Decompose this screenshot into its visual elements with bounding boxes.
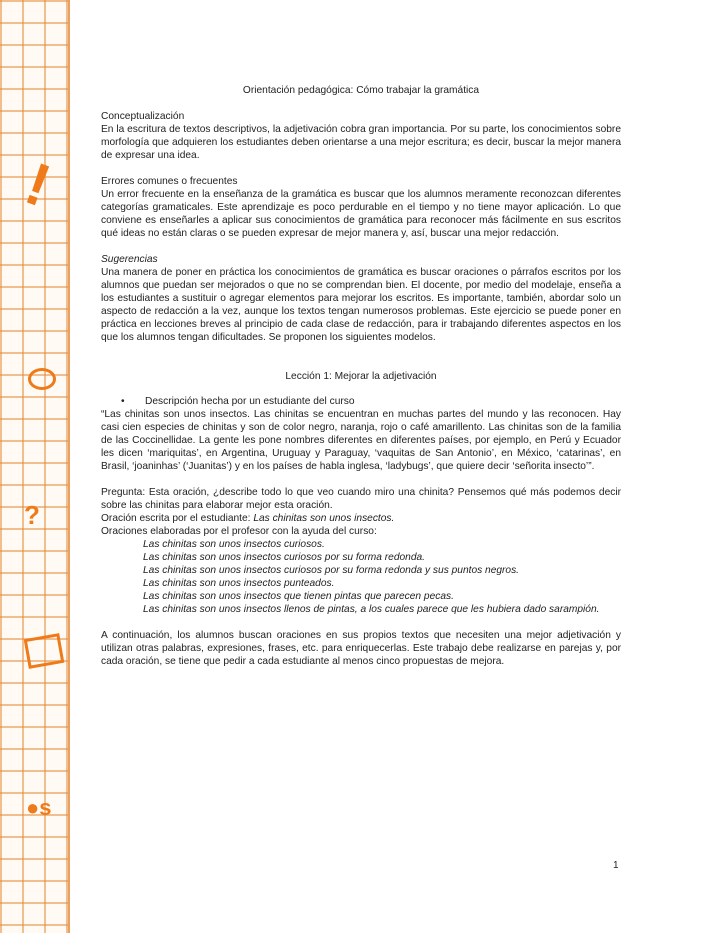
page-title: Orientación pedagógica: Cómo trabajar la gramática xyxy=(242,85,480,96)
section-heading: Errores comunes o frecuentes xyxy=(101,176,238,187)
bullet-icon: • xyxy=(121,396,125,407)
question: Pregunta: Esta oración, ¿describe todo lo que veo cuando miro una chinita? Pensemos qué más podemos decir sobre las chinitas para elaborar mejor esta oración. xyxy=(101,487,621,511)
question-doodle-icon: ? xyxy=(24,500,40,530)
document-page xyxy=(101,84,621,681)
page-number: 1 xyxy=(613,860,619,871)
student-label: Oración escrita por el estudiante: xyxy=(101,513,254,524)
lesson-title: Lección 1: Mejorar la adjetivación xyxy=(285,371,437,382)
section-body: Una manera de poner en práctica los conocimientos de gramática es buscar oraciones o párrafos escritos por los alumnos que puedan ser mejorados o que no se comprendan bien. El docente, por medio del modelaje, enseña a los estudiantes a sustituir o agregar elementos para mejorar los escritos. Es importante, también, abordar solo un aspecto de redacción a la vez, aunque los textos tengan numerosos problemas. Este ejercicio se puede poner en práctica en lecciones breves al principio de cada clase de redacción, para ir trabajando diferentes aspectos en los que los alumnos tengan dificultades. Se proponen los siguientes modelos. xyxy=(101,267,621,343)
section-body: Un error frecuente en la enseñanza de la gramática es buscar que los alumnos meramente reconozcan diferentes categorías gramaticales. Este aprendizaje es poco perdurable en el tiempo y no tiene mayor aplicación. Lo que conviene es enseñarles a aplicar sus conocimientos de gramática para reconocer más fácilmente en sus escritos qué ideas no están claras o se pueden expresar de mejor manera y, así, buscar una mejor redacción. xyxy=(101,189,621,239)
sentence-item: Las chinitas son unos insectos punteados. xyxy=(143,578,335,589)
sentence-item: Las chinitas son unos insectos llenos de pintas, a los cuales parece que les hubiera dado sarampión. xyxy=(143,604,600,615)
section-body: En la escritura de textos descriptivos, la adjetivación cobra gran importancia. Por su parte, los conocimientos sobre morfología que adquieren los estudiantes deben orientarse a una mejor escritura; es decir, buscar la mejor manera de expresar una idea. xyxy=(101,124,621,161)
section-heading: Sugerencias xyxy=(101,254,158,265)
book-doodle-icon xyxy=(24,633,65,669)
bullet-item xyxy=(121,395,621,408)
student-sentence: Las chinitas son unos insectos. xyxy=(253,513,395,524)
sentence-item: Las chinitas son unos insectos curiosos por su forma redonda y sus puntos negros. xyxy=(143,565,520,576)
bullet-text: Descripción hecha por un estudiante del curso xyxy=(145,396,355,407)
section-heading: Conceptualización xyxy=(101,111,185,122)
exclamation-doodle-icon: ! xyxy=(17,149,59,220)
pen-doodle-icon: ●s xyxy=(26,795,52,820)
speech-bubble-doodle-icon xyxy=(28,368,56,390)
sentence-item: Las chinitas son unos insectos que tienen pintas que parecen pecas. xyxy=(143,591,454,602)
student-quote: “Las chinitas son unos insectos. Las chinitas se encuentran en muchas partes del mundo y las reconocen. Hay casi cien especies de chinitas y son de color negro, naranja, rojo o café amarillento. Las chinitas son de la familia de las Coccinellidae. La gente les pone nombres diferentes en diferentes países, por ejemplo, en Perú y Ecuador les dicen ‘mariquitas’, en Argentina, Uruguay y Paraguay, ‘vaquitas de San Antonio’, en México, ‘catarinas’, en Brasil, ‘joaninhas’ (‘Juanitas’) y en los países de habla inglesa, ‘ladybugs’, que quiere decir ‘señorita insecto’”. xyxy=(101,409,621,472)
student-sentence-line xyxy=(101,512,621,525)
closing-paragraph: A continuación, los alumnos buscan oraciones en sus propios textos que necesiten una mejor adjetivación y utilizan otras palabras, expresiones, frases, etc. para enriquecerlas. Este trabajo debe realizarse en parejas y, por cada oración, se tiene que pedir a cada estudiante al menos cinco propuestas de mejora. xyxy=(101,630,621,667)
sentence-item: Las chinitas son unos insectos curiosos. xyxy=(143,539,325,550)
teacher-label: Oraciones elaboradas por el profesor con la ayuda del curso: xyxy=(101,526,377,537)
graph-paper-margin xyxy=(0,0,70,933)
sentence-item: Las chinitas son unos insectos curiosos por su forma redonda. xyxy=(143,552,426,563)
